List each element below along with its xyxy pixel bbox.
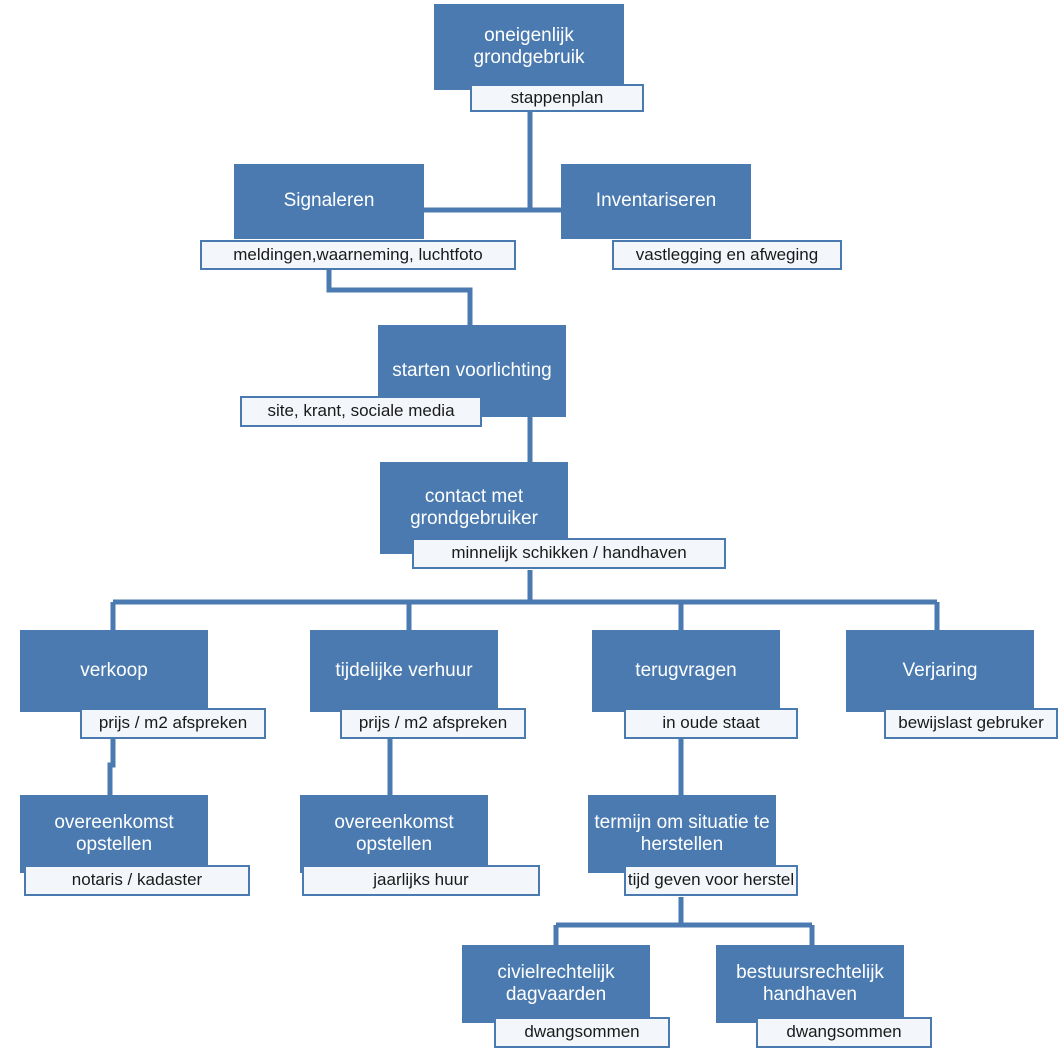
node-label: tijdelijke verhuur bbox=[335, 659, 473, 681]
label-text: in oude staat bbox=[662, 713, 760, 733]
node-label: civielrechtelijk dagvaarden bbox=[497, 961, 615, 1005]
label-text: notaris / kadaster bbox=[71, 870, 203, 890]
label-meldingen-waarneming-luchtfoto[interactable] bbox=[200, 240, 516, 270]
node-overeenkomst-opstellen-verhuur[interactable] bbox=[300, 795, 488, 873]
node-label: overeenkomst opstellen bbox=[54, 811, 174, 855]
node-verjaring[interactable] bbox=[846, 630, 1034, 712]
node-signaleren[interactable] bbox=[234, 164, 424, 239]
node-label: termijn om situatie te herstellen bbox=[594, 811, 770, 855]
label-dwangsommen-civiel[interactable] bbox=[494, 1017, 670, 1048]
node-oneigenlijk-grondgebruik[interactable] bbox=[434, 4, 624, 90]
label-text: vastlegging en afweging bbox=[635, 244, 819, 264]
node-label: starten voorlichting bbox=[392, 359, 552, 381]
label-text: prijs / m2 afspreken bbox=[358, 713, 508, 733]
label-bewijslast-gebruker[interactable] bbox=[884, 708, 1058, 739]
label-text: dwangsommen bbox=[786, 1022, 902, 1042]
node-label: Inventariseren bbox=[595, 190, 717, 212]
node-civielrechtelijk-dagvaarden[interactable] bbox=[462, 945, 650, 1023]
node-label: verkoop bbox=[80, 659, 148, 681]
node-inventariseren[interactable] bbox=[561, 164, 751, 239]
label-jaarlijks-huur[interactable] bbox=[302, 865, 540, 896]
node-terugvragen[interactable] bbox=[592, 630, 780, 712]
label-tijd-geven-voor-herstel[interactable] bbox=[624, 865, 798, 896]
label-text: stappenplan bbox=[510, 87, 604, 107]
label-notaris-kadaster[interactable] bbox=[24, 865, 250, 896]
node-label: Verjaring bbox=[902, 659, 978, 681]
label-prijs-per-m2-afspreken-verhuur[interactable] bbox=[340, 708, 526, 739]
label-text: site, krant, sociale media bbox=[267, 401, 455, 421]
node-verkoop[interactable] bbox=[20, 630, 208, 712]
label-text: meldingen,waarneming, luchtfoto bbox=[233, 244, 483, 264]
node-overeenkomst-opstellen-verkoop[interactable] bbox=[20, 795, 208, 873]
node-label: Signaleren bbox=[283, 190, 375, 212]
label-text: minnelijk schikken / handhaven bbox=[451, 543, 687, 563]
label-vastlegging-en-afweging[interactable] bbox=[612, 240, 842, 270]
label-minnelijk-schikken-handhaven[interactable] bbox=[412, 538, 726, 569]
label-stappenplan[interactable] bbox=[470, 84, 644, 112]
label-text: prijs / m2 afspreken bbox=[98, 713, 248, 733]
node-termijn-om-situatie-te-herstellen[interactable] bbox=[588, 795, 776, 873]
label-text: jaarlijks huur bbox=[373, 870, 469, 890]
node-label: oneigenlijk grondgebruik bbox=[473, 24, 585, 68]
label-prijs-per-m2-afspreken-verkoop[interactable] bbox=[80, 708, 266, 739]
node-label: contact met grondgebruiker bbox=[410, 485, 538, 529]
label-in-oude-staat[interactable] bbox=[624, 708, 798, 739]
label-text: dwangsommen bbox=[524, 1022, 640, 1042]
label-text: tijd geven voor herstel bbox=[627, 870, 795, 890]
label-text: bewijslast gebruker bbox=[898, 713, 1044, 733]
node-bestuursrechtelijk-handhaven[interactable] bbox=[716, 945, 904, 1023]
node-label: overeenkomst opstellen bbox=[334, 811, 454, 855]
node-label: bestuursrechtelijk handhaven bbox=[736, 961, 884, 1005]
label-site-krant-sociale-media[interactable] bbox=[240, 396, 482, 427]
node-label: terugvragen bbox=[635, 659, 737, 681]
label-dwangsommen-bestuurs[interactable] bbox=[756, 1017, 932, 1048]
node-tijdelijke-verhuur[interactable] bbox=[310, 630, 498, 712]
